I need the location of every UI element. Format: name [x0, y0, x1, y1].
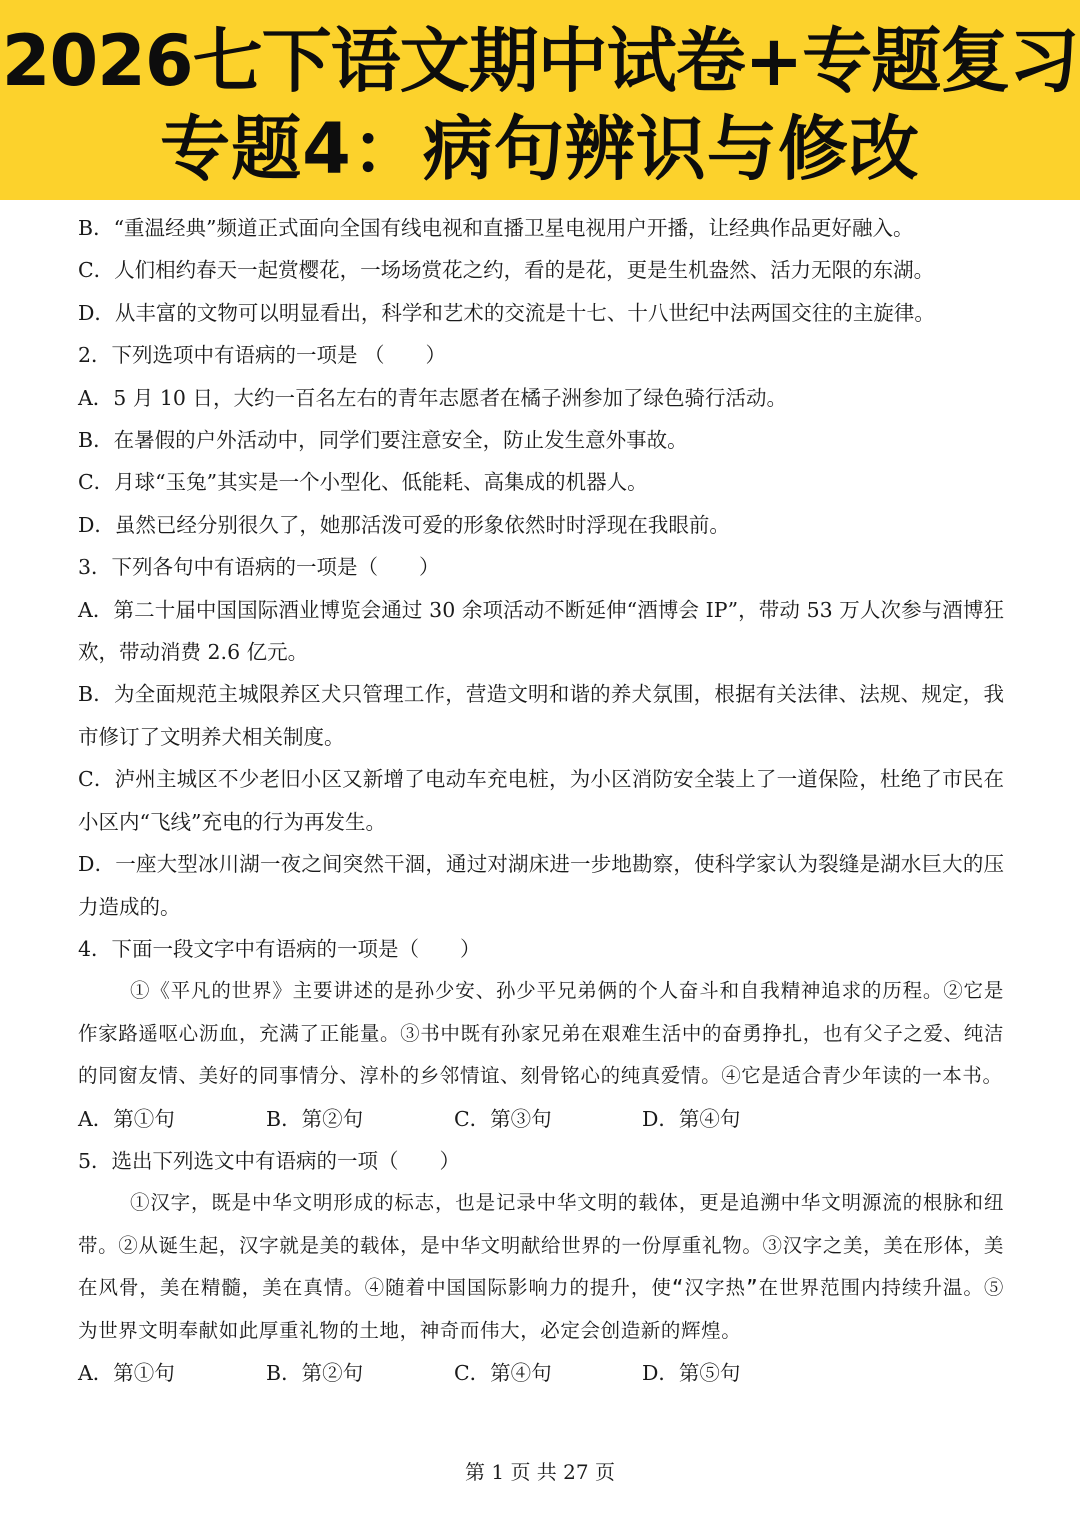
q4-stem: 4．下面一段文字中有语病的一项是（ ）: [78, 936, 481, 961]
q3-option-a: A．第二十届中国国际酒业博览会通过 30 余项活动不断延伸“酒博会 IP”，带动 53 万人次参与酒博狂欢，带动消费 2.6 亿元。: [78, 597, 1004, 665]
q4-option-d: D．第④句: [642, 1106, 741, 1131]
document-body: [78, 207, 1004, 1394]
q3-option-d: D．一座大型冰川湖一夜之间突然干涸，通过对湖床进一步地勘察，使科学家认为裂缝是湖水巨大的压力造成的。: [78, 852, 1004, 919]
q3-stem: 3．下列各句中有语病的一项是（ ）: [78, 555, 440, 580]
q5-options: [78, 1352, 1004, 1394]
q4-option-b: B．第②句: [266, 1106, 364, 1131]
banner-subtitle: 专题4：病句辨识与修改: [160, 108, 920, 190]
q5-passage: ①汉字，既是中华文明形成的标志，也是记录中华文明的载体，更是追溯中华文明源流的根脉和纽带。②从诞生起，汉字就是美的载体，是中华文明献给世界的一份厚重礼物。③汉字之美，美在形体，美在风骨，美在精髓，美在真情。④随着中国国际影响力的提升，使“汉字热”在世界范围内持续升温。⑤为世界文明奉献如此厚重礼物的土地，神奇而伟大，必定会创造新的辉煌。: [78, 1191, 1004, 1342]
banner-title: 2026七下语文期中试卷+专题复习: [1, 20, 1079, 102]
q1-option-c: C．人们相约春天一起赏樱花，一场场赏花之约，看的是花，更是生机盎然、活力无限的东湖。: [78, 258, 935, 283]
q1-option-d: D．从丰富的文物可以明显看出，科学和艺术的交流是十七、十八世纪中法两国交往的主旋律。: [78, 300, 935, 325]
q5-option-b: B．第②句: [266, 1360, 364, 1385]
q1-option-b: B．“重温经典”频道正式面向全国有线电视和直播卫星电视用户开播，让经典作品更好融入。: [78, 216, 914, 240]
q4-options: [78, 1098, 1004, 1140]
title-banner: [0, 0, 1080, 200]
q2-option-c: C．月球“玉兔”其实是一个小型化、低能耗、高集成的机器人。: [78, 470, 648, 495]
q2-option-d: D．虽然已经分别很久了，她那活泼可爱的形象依然时时浮现在我眼前。: [78, 512, 730, 537]
q2-stem: 2．下列选项中有语病的一项是 （ ）: [78, 343, 447, 368]
q3-option-b: B．为全面规范主城限养区犬只管理工作，营造文明和谐的养犬氛围，根据有关法律、法规、规定，我市修订了文明养犬相关制度。: [78, 682, 1004, 749]
q2-option-b: B．在暑假的户外活动中，同学们要注意安全，防止发生意外事故。: [78, 428, 688, 453]
q2-option-a: A．5 月 10 日，大约一百名左右的青年志愿者在橘子洲参加了绿色骑行活动。: [78, 385, 787, 410]
q4-option-c: C．第③句: [454, 1106, 552, 1131]
q5-option-c: C．第④句: [454, 1360, 552, 1385]
q3-option-c: C．泸州主城区不少老旧小区又新增了电动车充电桩，为小区消防安全装上了一道保险，杜绝了市民在小区内“飞线”充电的行为再发生。: [78, 767, 1004, 834]
q5-option-a: A．第①句: [78, 1360, 175, 1385]
q5-stem: 5．选出下列选文中有语病的一项（ ）: [78, 1148, 461, 1173]
page-number: 第 1 页 共 27 页: [465, 1460, 615, 1484]
q5-option-d: D．第⑤句: [642, 1360, 741, 1385]
q4-passage: ①《平凡的世界》主要讲述的是孙少安、孙少平兄弟俩的个人奋斗和自我精神追求的历程。②它是作家路遥呕心沥血，充满了正能量。③书中既有孙家兄弟在艰难生活中的奋勇挣扎，也有父子之爱、纯洁的同窗友情、美好的同事情分、淳朴的乡邻情谊、刻骨铭心的纯真爱情。④它是适合青少年读的一本书。: [78, 979, 1004, 1088]
q4-option-a: A．第①句: [78, 1106, 175, 1131]
